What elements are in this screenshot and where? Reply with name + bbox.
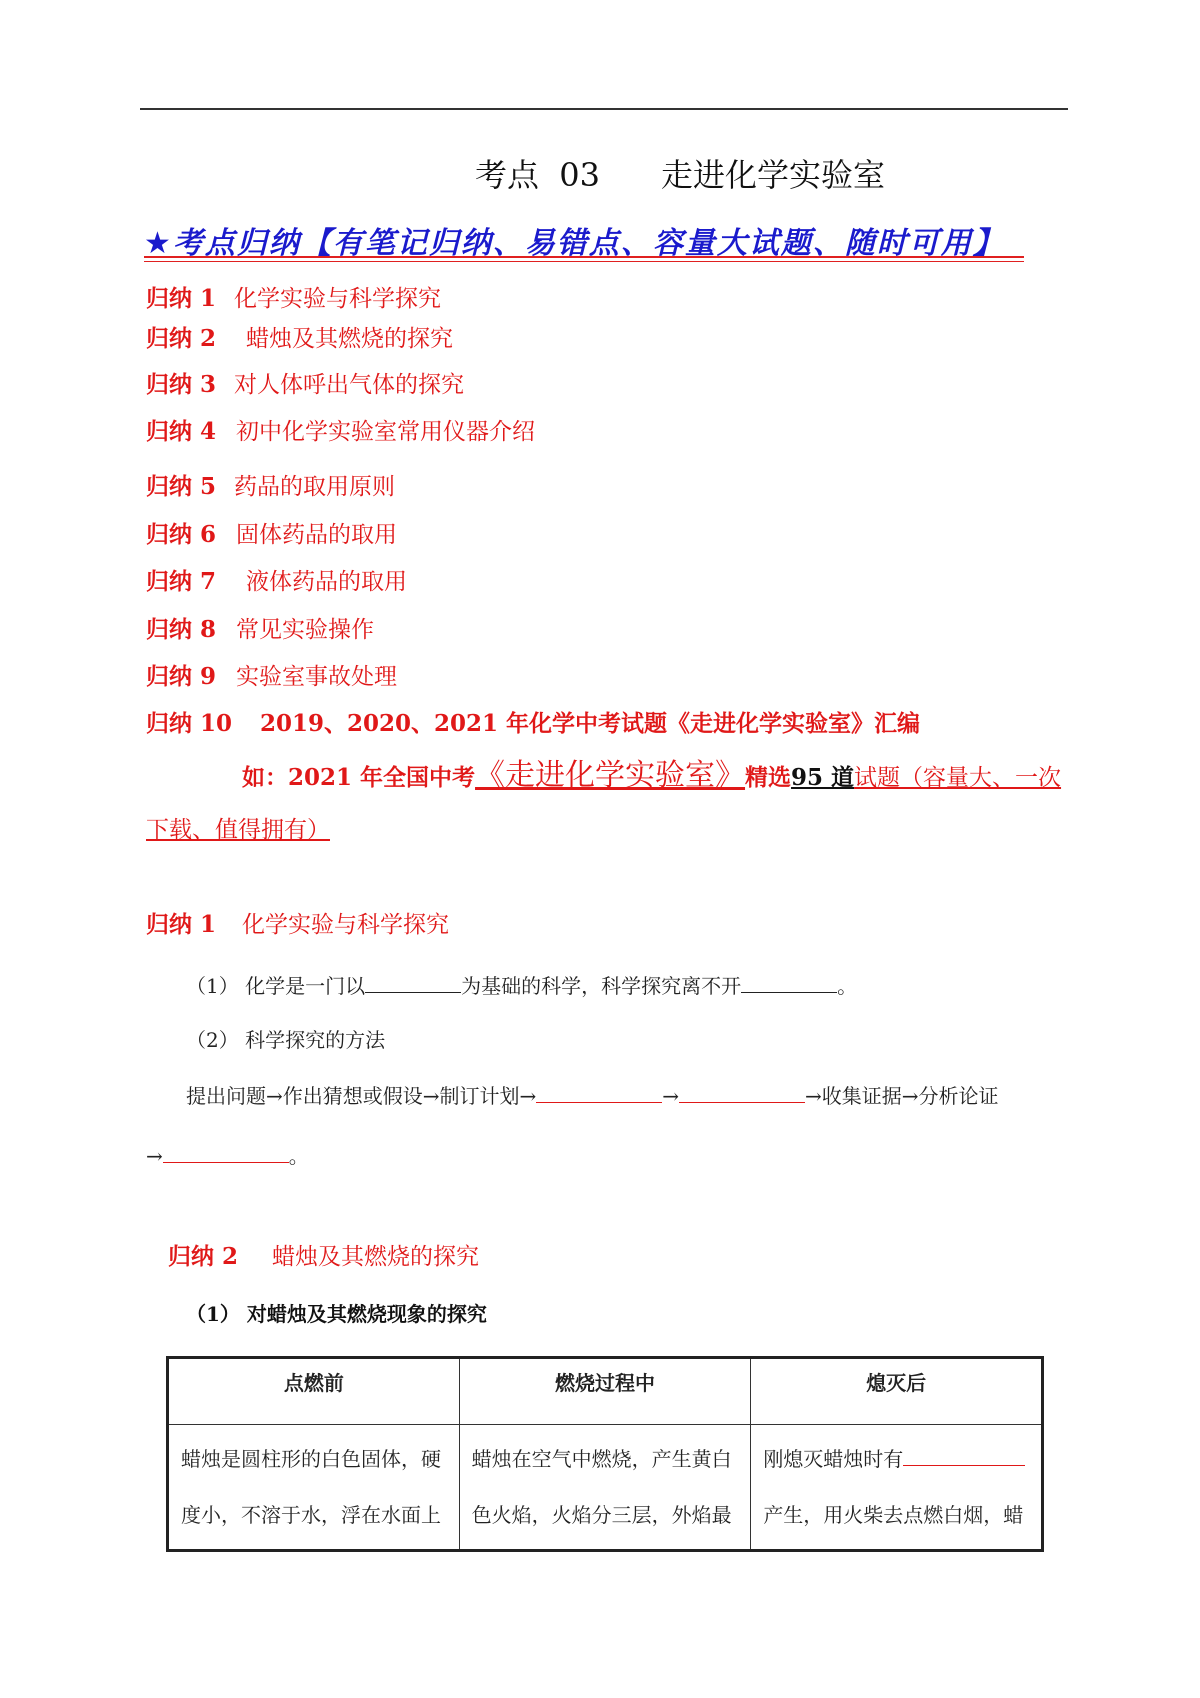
question-1-text-b: 为基础的科学，科学探究离不开: [461, 974, 742, 998]
table-header-row: [168, 1358, 1043, 1425]
fill-blank[interactable]: [365, 974, 461, 993]
toc-item-10[interactable]: [146, 705, 920, 738]
section-number: 归纳 2: [168, 1243, 239, 1270]
subsection-heading: （1） 对蜡烛及其燃烧现象的探究: [186, 1302, 487, 1326]
toc-number: 归纳 4: [146, 418, 217, 445]
question-1-text-a: （1） 化学是一门以: [186, 974, 366, 998]
toc-number: 归纳 1: [146, 285, 217, 312]
toc-number: 归纳 5: [146, 473, 217, 500]
toc-label: 对人体呼出气体的探究: [234, 372, 464, 398]
toc-number: 归纳 10: [146, 710, 233, 737]
banner-underline-thin: [144, 261, 1024, 262]
fill-blank[interactable]: [163, 1144, 289, 1163]
table-cell: 蜡烛在空气中燃烧，产生黄白色火焰，火焰分三层，外焰最: [459, 1425, 751, 1551]
fill-blank[interactable]: [741, 974, 837, 993]
toc-number: 归纳 3: [146, 371, 217, 398]
cell-text-a: 刚熄灭蜡烛时有: [763, 1447, 904, 1471]
toc-number: 归纳 9: [146, 663, 217, 690]
table-header: 燃烧过程中: [459, 1358, 751, 1425]
toc-label: 常见实验操作: [236, 617, 374, 643]
fill-blank[interactable]: [903, 1447, 1025, 1466]
steps-arrow: →: [662, 1084, 680, 1108]
section-title: 蜡烛及其燃烧的探究: [272, 1244, 479, 1270]
promo-count: 95 道: [791, 764, 855, 791]
toc-item-9[interactable]: [146, 658, 397, 691]
table-header: 熄灭后: [751, 1358, 1043, 1425]
toc-item-6[interactable]: [146, 516, 397, 549]
table-cell: 蜡烛是圆柱形的白色固体，硬度小，不溶于水，浮在水面上: [168, 1425, 460, 1551]
toc-item-3[interactable]: [146, 366, 464, 399]
promo-prefix: 如：2021 年全国中考: [242, 764, 476, 791]
question-1-text-c: 。: [837, 974, 858, 998]
toc-item-8[interactable]: [146, 611, 374, 644]
promo-tail: 试题（容量大、一次下载、值得拥有）: [146, 765, 1062, 843]
toc-label: 固体药品的取用: [236, 522, 397, 548]
toc-number: 归纳 8: [146, 616, 217, 643]
summary-banner: ★考点归纳【有笔记归纳、易错点、容量大试题、随时可用】: [144, 226, 1005, 261]
method-steps: [186, 1080, 999, 1109]
toc-item-7[interactable]: [146, 563, 407, 596]
promo-mid: 精选: [745, 764, 792, 791]
toc-label: 蜡烛及其燃烧的探究: [246, 326, 453, 352]
toc-label: 药品的取用原则: [234, 474, 395, 500]
table-row: [168, 1425, 1043, 1551]
cell-text-b: 产生，用火柴去点燃白烟，蜡: [763, 1503, 1024, 1527]
toc-label: 2019、2020、2021 年化学中考试题《走进化学实验室》汇编: [260, 710, 921, 737]
toc-number: 归纳 7: [146, 568, 217, 595]
fill-blank[interactable]: [679, 1084, 805, 1103]
toc-number: 归纳 2: [146, 325, 217, 352]
section-title: 化学实验与科学探究: [242, 912, 449, 938]
toc-label: 初中化学实验室常用仪器介绍: [236, 419, 535, 445]
toc-label: 化学实验与科学探究: [234, 286, 441, 312]
page-title: 考点 03 走进化学实验室: [474, 156, 886, 194]
steps-period: 。: [288, 1144, 309, 1168]
toc-label: 实验室事故处理: [236, 664, 397, 690]
promo-link[interactable]: 《走进化学实验室》: [475, 758, 746, 793]
table-header: 点燃前: [168, 1358, 460, 1425]
section-1-heading: [146, 906, 449, 939]
section-number: 归纳 1: [146, 911, 217, 938]
fill-blank[interactable]: [536, 1084, 662, 1103]
header-rule: [140, 108, 1068, 110]
toc-item-2[interactable]: [146, 320, 453, 353]
promo-paragraph: [146, 750, 1072, 856]
method-steps-cont: [146, 1140, 309, 1169]
banner-underline: [144, 256, 1024, 258]
toc-item-4[interactable]: [146, 413, 535, 446]
table-cell: [751, 1425, 1043, 1551]
toc-label: 液体药品的取用: [246, 569, 407, 595]
toc-number: 归纳 6: [146, 521, 217, 548]
steps-text-c: →收集证据→分析论证: [805, 1084, 999, 1108]
steps-arrow: →: [146, 1144, 163, 1168]
steps-text-a: 提出问题→作出猜想或假设→制订计划→: [186, 1084, 537, 1108]
section-2-heading: [168, 1238, 479, 1271]
candle-table: [166, 1356, 1044, 1552]
question-1: [186, 970, 857, 999]
toc-item-5[interactable]: [146, 468, 395, 501]
toc-item-1[interactable]: [146, 280, 441, 313]
question-2: （2） 科学探究的方法: [186, 1028, 386, 1052]
